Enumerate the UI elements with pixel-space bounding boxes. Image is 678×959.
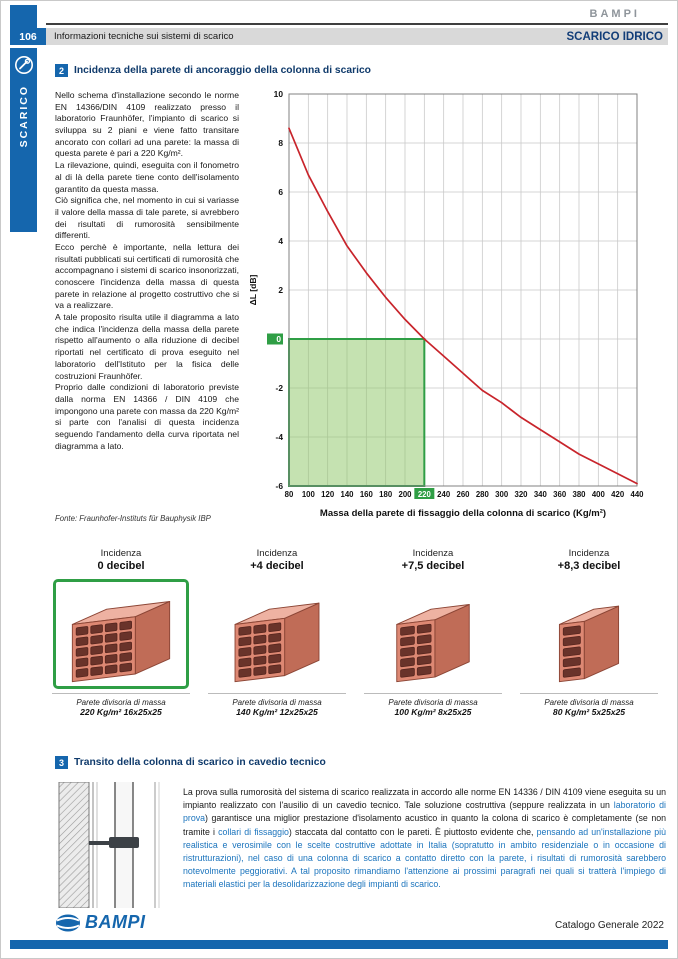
brick-hole [91, 646, 103, 655]
brand-wordmark-top: BAMPI [589, 8, 640, 20]
brick-hole [105, 654, 117, 663]
page-number: 106 [10, 28, 46, 45]
svg-text:4: 4 [278, 236, 283, 246]
brick-front-face [235, 618, 285, 681]
text-segment: La prova sulla rumorosità del sistema di scarico realizzata in accordo alle norme EN 14336 / DIN 4109 viene eseguita su un impianto realizzato con l'ausilio di un cavedio tecnico. Tale soluzione costruttiva (seppure realizzata in un [183, 787, 666, 811]
brick-hole [239, 647, 251, 656]
svg-text:240: 240 [437, 490, 451, 499]
brick-hole [401, 647, 415, 656]
bampi-logo-icon [55, 913, 81, 933]
incidence-card [204, 548, 350, 717]
svg-text:200: 200 [398, 490, 412, 499]
svg-text:180: 180 [379, 490, 393, 499]
svg-text:10: 10 [273, 89, 283, 99]
svg-text:320: 320 [514, 490, 528, 499]
card-decibel-value: +4 decibel [250, 560, 304, 572]
brick-image [215, 584, 339, 684]
linked-phrase: pensando ad un'installazione più realistica e verosimile con le scelte costruttive adottate in Italia (sopratutto in ambito residenziale o in occasione di ristrutturazioni), nel caso di una colonna di scarico a contatto diretto con la parete, i risultati di rumorosità sarebbero notevolmente peggiorativi. A tal proposito rimandiamo l'attenzione ai prossimi paragrafi nei quali si tratterà l'impiego di materiali elastici per la desolidarizzazione degli impianti di scarico. [183, 826, 666, 890]
corner-accent [10, 5, 37, 28]
svg-text:260: 260 [456, 490, 470, 499]
brick-hole [401, 626, 415, 635]
card-decibel-value: 0 decibel [97, 560, 145, 572]
body-paragraph: Nello schema d'installazione secondo le norme EN 14366/DIN 4109 realizzato presso il laboratorio Fraunhöfer, l'impianto di scarico si sviluppa su 2 piani e viene fatto transitare ancorato con collari ad una parete: la massa di questa parete è pari a 220 Kg/m². [55, 90, 239, 159]
brick-hole [105, 644, 117, 653]
brick-hole [563, 626, 580, 636]
brick-hole [417, 645, 431, 654]
header-band [46, 28, 668, 45]
brick-hole [76, 658, 88, 667]
brick-hole [401, 658, 415, 667]
brick-hole [563, 647, 580, 657]
brick-hole [254, 645, 266, 654]
linked-phrase: collari di fissaggio [218, 826, 289, 837]
brick-hole [563, 636, 580, 646]
header-rule [46, 23, 668, 25]
body-paragraph: A tale proposito risulta utile il diagramma a lato che indica l'incidenza della massa della parete rispetto all'aumento o alla riduzione di decibel riportati nel certificato di prova eseguito nel laboratorio dell'Istituto per la fisica delle costruzioni Fraunhöfer. [55, 312, 239, 381]
y-tick-labels [267, 89, 283, 491]
brick-hole [401, 668, 415, 677]
card-caption-mass: 140 Kg/m² 12x25x25 [236, 707, 318, 717]
svg-text:280: 280 [475, 490, 489, 499]
card-title: Incidenza [568, 548, 610, 559]
cavedio-diagram [57, 782, 173, 908]
card-decibel-value: +8,3 decibel [557, 560, 621, 572]
body-paragraph: Ciò significa che, nel momento in cui si variasse il valore della massa di tale parete, si avrebbero dei risultati di rumorosità sensibilmente differenti. [55, 195, 239, 241]
footer-logo-wordmark: BAMPI [85, 912, 146, 932]
brick-hole [120, 621, 132, 630]
x-axis-label: Massa della parete di fissaggio della colonna di scarico (Kg/m²) [319, 508, 607, 519]
brick-hole [76, 647, 88, 656]
svg-text:-4: -4 [275, 432, 283, 442]
collar-rod [89, 841, 111, 845]
text-segment: ) garantisce una miglior prestazione d'isolamento acustico in quanto la colona di scarico è completamente (se non tramite i [183, 813, 666, 837]
brick-hole [401, 637, 415, 646]
svg-text:300: 300 [495, 490, 509, 499]
card-caption-mass: 220 Kg/m² 16x25x25 [80, 707, 162, 717]
brick-hole [76, 626, 88, 635]
brick-hole [254, 624, 266, 633]
brick-image-frame [365, 579, 501, 689]
brick-hole [239, 637, 251, 646]
card-title: Incidenza [256, 548, 298, 559]
incidence-chart [245, 88, 645, 529]
brick-hole [105, 633, 117, 642]
section2-number: 2 [55, 64, 68, 77]
section2-title: Incidenza della parete di ancoraggio della colonna di scarico [74, 65, 371, 76]
y-axis-label: ΔL [dB] [248, 274, 258, 306]
header-category: SCARICO IDRICO [566, 30, 663, 43]
card-caption: Parete divisoria di massa [208, 693, 346, 707]
svg-text:100: 100 [301, 490, 315, 499]
brick-hole [91, 656, 103, 665]
svg-text:360: 360 [553, 490, 567, 499]
brick-hole [91, 635, 103, 644]
brick-hole [417, 656, 431, 665]
brick-image [527, 584, 651, 684]
brick-hole [76, 637, 88, 646]
card-decibel-value: +7,5 decibel [401, 560, 465, 572]
brick-hole [76, 668, 88, 677]
brick-image-frame [53, 579, 189, 689]
svg-text:8: 8 [278, 138, 283, 148]
svg-text:80: 80 [284, 490, 294, 499]
brick-hole [269, 654, 281, 663]
brick-hole [254, 635, 266, 644]
cards-row [48, 548, 662, 717]
svg-text:420: 420 [611, 490, 625, 499]
incidence-card [360, 548, 506, 717]
sidebar-scarico-tab [10, 48, 37, 232]
brick-hole [120, 642, 132, 651]
highlight-region [289, 339, 424, 486]
card-title: Incidenza [100, 548, 142, 559]
brick-hole [91, 667, 103, 676]
svg-text:6: 6 [278, 187, 283, 197]
card-caption-mass: 100 Kg/m² 8x25x25 [394, 707, 472, 717]
svg-text:380: 380 [572, 490, 586, 499]
svg-text:340: 340 [533, 490, 547, 499]
brick-hole [120, 663, 132, 672]
brick-hole [563, 657, 580, 667]
svg-text:-2: -2 [275, 383, 283, 393]
svg-text:120: 120 [321, 490, 335, 499]
brick-hole [254, 666, 266, 675]
brick-hole [239, 668, 251, 677]
brick-hole [269, 623, 281, 632]
svg-text:2: 2 [278, 285, 283, 295]
pipe-collar [109, 837, 139, 848]
brick-hole [269, 665, 281, 674]
body-paragraph: Proprio dalle condizioni di laboratorio previste dalla norma EN 14366 / DIN 4109 che impongono una parete con massa da 220 Kg/m² si parte con l'analisi di questa incidenza seguendo l'andamento della curva riportata nel diagramma a lato. [55, 382, 239, 451]
svg-text:220: 220 [417, 490, 431, 499]
section3-header [55, 756, 326, 769]
footer-edition: Catalogo Generale 2022 [555, 920, 664, 931]
linked-phrase: laboratorio di prova [183, 800, 667, 824]
incidence-card [516, 548, 662, 717]
card-caption: Parete divisoria di massa [520, 693, 658, 707]
brick-hole [269, 633, 281, 642]
chart-svg [245, 88, 645, 524]
brick-front-face [559, 621, 584, 681]
section2-body [55, 90, 239, 452]
footer-logo [55, 912, 146, 933]
brick-hole [417, 624, 431, 633]
brick-hole [239, 626, 251, 635]
brick-hole [417, 666, 431, 675]
source-note: Fonte: Fraunhofer-Instituts für Bauphysik IBP [55, 514, 211, 523]
brick-image-frame [521, 579, 657, 689]
brick-hole [239, 658, 251, 667]
svg-text:400: 400 [591, 490, 605, 499]
brick-hole [254, 656, 266, 665]
incidence-card [48, 548, 194, 717]
section3-paragraph [183, 786, 666, 892]
body-paragraph: La rilevazione, quindi, eseguita con il fonometro al di là della parete tiene conto dell'isolamento garantito da questa massa. [55, 160, 239, 194]
body-paragraph: Ecco perchè è importante, nella lettura dei risultati pubblicati sui certificati di rumorosità che accompagnano i sistemi di scarico insonorizzati, conoscere l'incidenza della massa di questa parete in relazione al progetto costruttivo che si va a realizzare. [55, 241, 239, 311]
svg-text:160: 160 [359, 490, 373, 499]
header-strip-title: Informazioni tecniche sui sistemi di scarico [54, 31, 234, 42]
brick-hole [417, 635, 431, 644]
brick-image [59, 584, 183, 684]
svg-text:440: 440 [630, 490, 644, 499]
section2-header [55, 64, 371, 77]
sidebar-label: SCARICO [17, 85, 30, 148]
brick-hole [120, 652, 132, 661]
tools-icon [14, 55, 34, 75]
card-title: Incidenza [412, 548, 454, 559]
svg-text:0: 0 [276, 334, 281, 344]
card-caption: Parete divisoria di massa [364, 693, 502, 707]
brick-hole [91, 625, 103, 634]
x-tick-labels [285, 488, 645, 499]
card-caption: Parete divisoria di massa [52, 693, 190, 707]
brick-image-frame [209, 579, 345, 689]
section3-number: 3 [55, 756, 68, 769]
brick-hole [269, 644, 281, 653]
brick-front-face [72, 617, 135, 682]
footer-bar [10, 940, 668, 949]
brick-image [371, 584, 495, 684]
section3-title: Transito della colonna di scarico in cavedio tecnico [74, 757, 326, 768]
brick-hole [563, 668, 580, 678]
svg-text:-6: -6 [275, 481, 283, 491]
text-segment: ) staccata dal contatto con le pareti. È piuttosto evidente che, [288, 826, 537, 837]
brick-hole [120, 631, 132, 640]
card-caption-mass: 80 Kg/m² 5x25x25 [552, 707, 626, 717]
brick-hole [105, 623, 117, 632]
brick-hole [105, 665, 117, 674]
wall-section [59, 782, 89, 908]
svg-text:140: 140 [340, 490, 354, 499]
brick-front-face [397, 620, 435, 682]
